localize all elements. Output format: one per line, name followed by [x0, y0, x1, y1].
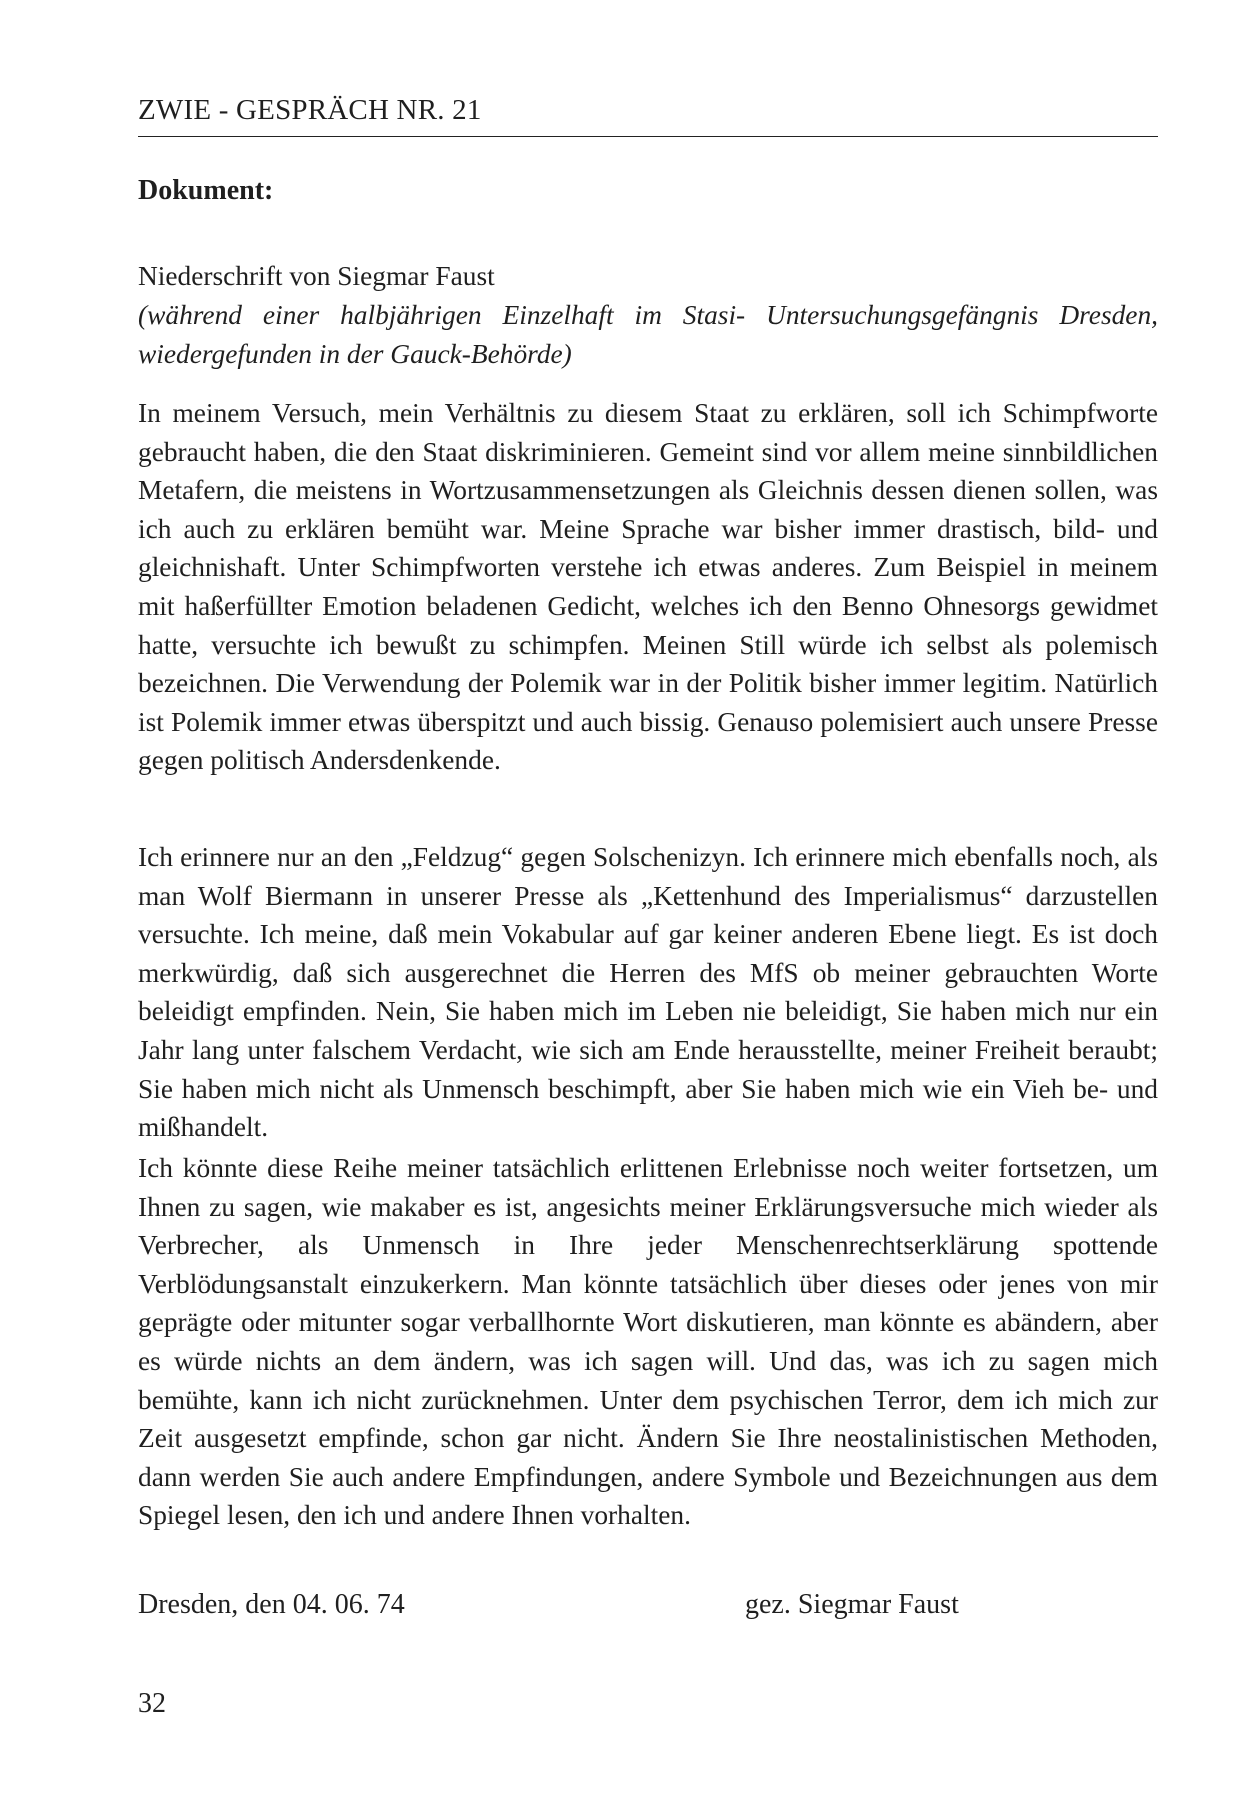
header-rule: [138, 136, 1158, 137]
body-paragraph: In meinem Versuch, mein Verhältnis zu diesem Staat zu erklären, soll ich Schimpfworte gebraucht haben, die den Staat diskriminieren. Gemeint sind vor allem meine sinnbildlichen Metafern, die meistens in Wortzusammensetzungen als Gleichnis dessen dienen sollen, was ich auch zu erklären bemüht war. Meine Sprache war bisher immer drastisch, bild- und gleichnishaft. Unter Schimpfworten verstehe ich etwas anderes. Zum Beispiel in meinem mit haßerfüllter Emotion beladenen Gedicht, welches ich den Benno Ohnesorgs gewidmet hatte, versuchte ich bewußt zu schimpfen. Meinen Still würde ich selbst als polemisch bezeichnen. Die Verwendung der Polemik war in der Politik bisher immer legitim. Natürlich ist Polemik immer etwas überspitzt und auch bissig. Genauso polemisiert auch unsere Presse gegen politisch Andersdenkende.: [138, 398, 1158, 776]
document-subtitle: (während einer halbjährigen Einzelhaft im Stasi- Untersuchungsgefängnis Dresden, wiedergefunden in der Gauck-Behörde): [138, 300, 1158, 369]
author-line: Niederschrift von Siegmar Faust: [138, 261, 495, 291]
signature: gez. Siegmar Faust: [745, 1589, 959, 1620]
body-paragraph: Ich erinnere nur an den „Feldzug“ gegen Solschenizyn. Ich erinnere mich ebenfalls noch, als man Wolf Biermann in unserer Presse als „Kettenhund des Imperialismus“ darzustellen versuchte. Ich meine, daß mein Vokabular auf gar keiner anderen Ebene liegt. Es ist doch merkwürdig, daß sich ausgerechnet die Herren des MfS ob meiner gebrauchten Worte beleidigt empfinden. Nein, Sie haben mich im Leben nie beleidigt, Sie haben mich nur ein Jahr lang unter falschem Verdacht, wie sich am Ende herausstellte, meiner Freiheit beraubt; Sie haben mich nicht als Unmensch beschimpft, aber Sie haben mich wie ein Vieh be- und mißhandelt.: [138, 842, 1158, 1143]
page-number: 32: [138, 1688, 166, 1719]
body-paragraph: Ich könnte diese Reihe meiner tatsächlich erlittenen Erlebnisse noch weiter fortsetzen, um Ihnen zu sagen, wie makaber es ist, angesichts meiner Erklärungsversuche mich wieder als Verbrecher, als Unmensch in Ihre jeder Menschenrechtserklärung spottende Verblödungsanstalt einzukerkern. Man könnte tatsächlich über dieses oder jenes von mir geprägte oder mitunter sogar verballhornte Wort diskutieren, man könnte es abändern, aber es würde nichts an dem ändern, was ich sagen will. Und das, was ich zu sagen mich bemühte, kann ich nicht zurücknehmen. Unter dem psychischen Terror, dem ich mich zur Zeit ausgesetzt empfinde, schon gar nicht. Ändern Sie Ihre neostalinistischen Methoden, dann werden Sie auch andere Empfindungen, andere Symbole und Bezeichnungen aus dem Spiegel lesen, den ich und andere Ihnen vorhalten.: [138, 1153, 1158, 1531]
running-header: ZWIE - GESPRÄCH NR. 21: [138, 94, 482, 126]
place-date: Dresden, den 04. 06. 74: [138, 1589, 405, 1620]
document-heading: Dokument:: [138, 175, 274, 206]
